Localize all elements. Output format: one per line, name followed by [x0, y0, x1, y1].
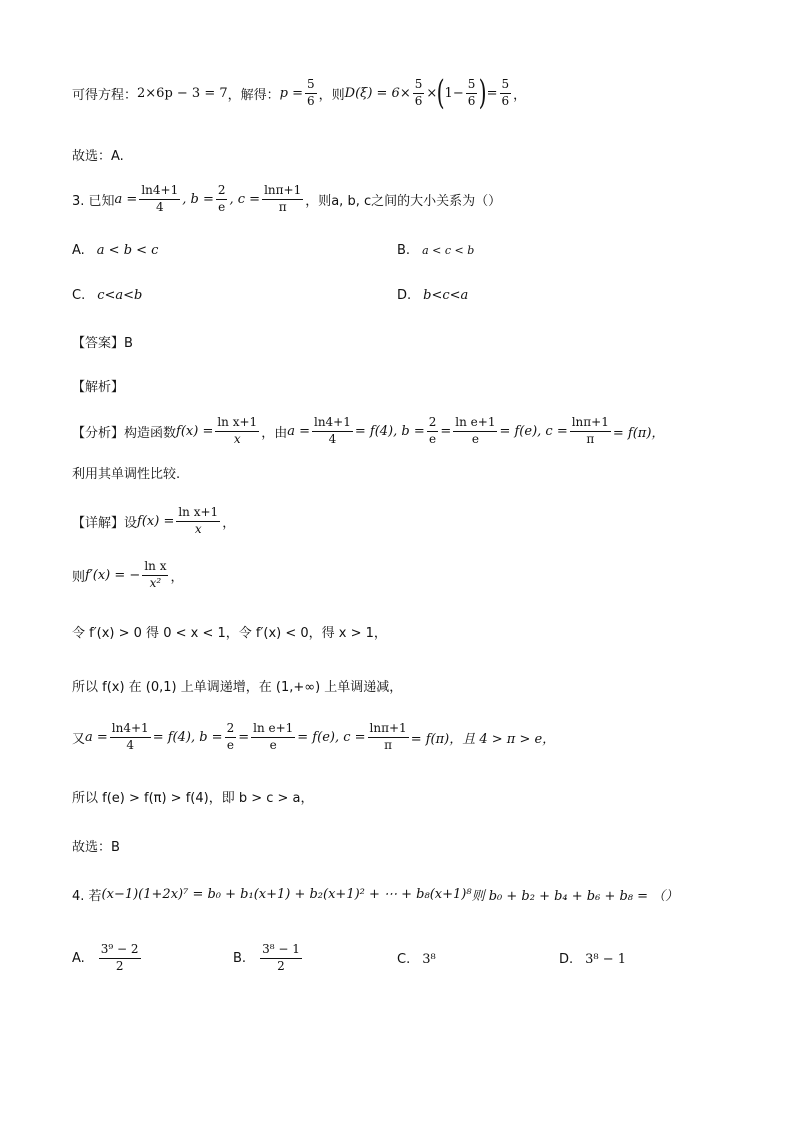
- option-d[interactable]: D. 3⁸ − 1: [559, 952, 627, 967]
- detail-line: 【详解】 设 f(x) = $\frac{\text{ln x+1}}{x}$ ，: [72, 505, 236, 536]
- fraction: $\frac{\text{ln e+1}}{e}$: [455, 415, 496, 446]
- sign-line: 令 f′(x) > 0 得 0 < x < 1，令 f′(x) < 0，得 x > 1，: [72, 626, 387, 641]
- tag: 【详解】: [72, 515, 125, 531]
- option-c[interactable]: C. 3⁸: [397, 952, 436, 967]
- monotonic-line: 所以 f(x) 在 (0,1) 上单调递增，在 (1,+∞) 上单调递减，: [72, 680, 403, 695]
- fraction: $\frac{\ln\pi+1}{\pi}$: [264, 183, 302, 214]
- question-4: 4. 若 (x−1)(1+2x)⁷ = b₀ + b₁(x+1) + b₂(x+1)² + ⋯ + b₈(x+1)⁸ 则 b₀ + b₂ + b₄ + b₆ + b₈ = （）: [72, 887, 679, 904]
- text: ，则: [318, 87, 345, 103]
- paren-right: ): [479, 72, 487, 113]
- fraction: $\frac{5}{6}$: [307, 77, 315, 108]
- answer-line: 【答案】B: [72, 336, 133, 351]
- option-a[interactable]: A. $\frac{\text{3⁹ − 2}}{2}$: [72, 942, 139, 973]
- fraction: $\frac{\ln\pi+1}{\pi}$: [369, 721, 407, 752]
- conclusion-line: 所以 f(e) > f(π) > f(4)，即 b > c > a，: [72, 791, 314, 806]
- analysis-line-2: 利用其单调性比较.: [72, 467, 181, 482]
- math: p =: [279, 85, 304, 101]
- analysis-line: 【分析】 构造函数 f(x) = $\frac{\text{ln x+1}}{x}$ ，由 a = $\frac{\ln 4+1}{4}$ = f(4), b = $\frac{2}{e}$ = $\frac{\text{ln e+1}}{e}$ = f(e), c = $\frac{\ln\pi+1}{\pi}$ = f(π)，: [72, 415, 665, 446]
- option-c[interactable]: C. c<a<b: [72, 288, 143, 303]
- fraction: $\frac{\ln 4+1}{4}$: [313, 415, 351, 446]
- question-label: 4. 若: [72, 889, 102, 904]
- choice-line: 故选：A.: [72, 149, 124, 164]
- fraction: $\frac{\text{3⁸ − 1}}{2}$: [262, 942, 300, 973]
- derivative-line: 则 f′(x) = − $\frac{\text{ln x}}{\text{x²}}$ ，: [72, 559, 184, 590]
- text: ，则a, b, c之间的大小关系为（）: [305, 193, 502, 209]
- math: =: [486, 85, 498, 101]
- equation-line: [72, 72, 527, 113]
- fraction: $\frac{2}{e}$: [217, 183, 226, 214]
- choice-line-b: 故选：B: [72, 840, 120, 855]
- paren-left: (: [436, 72, 445, 113]
- option-d[interactable]: D. b<c<a: [397, 288, 469, 303]
- fraction: $\frac{\text{ln x+1}}{x}$: [217, 415, 258, 446]
- math: 2×6p − 3 = 7: [137, 85, 228, 101]
- fraction: $\frac{\ln 4+1}{4}$: [141, 183, 179, 214]
- fraction: $\frac{5}{6}$: [414, 77, 423, 108]
- option-a[interactable]: A. a < b < c: [72, 243, 159, 258]
- comparison-line: 又 a = $\frac{\ln 4+1}{4}$ = f(4), b = $\frac{2}{e}$ = $\frac{\text{ln e+1}}{e}$ = f(e), c = $\frac{\ln\pi+1}{\pi}$ = f(π)，且 4 > π > e，: [72, 721, 556, 752]
- math: D(ξ) = 6×: [344, 85, 411, 101]
- fraction: $\frac{\ln 4+1}{4}$: [111, 721, 149, 752]
- fraction: $\frac{\ln\pi+1}{\pi}$: [571, 415, 609, 446]
- analysis-heading: 【解析】: [72, 380, 125, 395]
- fraction: $\frac{\text{ln x}}{\text{x²}}$: [144, 559, 167, 590]
- math: , c =: [229, 191, 261, 207]
- math: ×: [426, 85, 438, 101]
- fraction: $\frac{5}{6}$: [501, 77, 510, 108]
- fraction: $\frac{2}{e}$: [226, 721, 235, 752]
- fraction: $\frac{2}{e}$: [428, 415, 437, 446]
- question-3: [72, 184, 501, 215]
- text: ，: [513, 87, 527, 103]
- fraction: $\frac{\text{ln e+1}}{e}$: [253, 721, 294, 752]
- fraction: $\frac{\text{3⁹ − 2}}{2}$: [100, 942, 139, 973]
- math: , b =: [182, 191, 214, 207]
- option-b[interactable]: B. a < c < b: [397, 243, 475, 258]
- math: a =: [114, 191, 138, 207]
- fraction: $\frac{5}{6}$: [467, 77, 476, 108]
- question-label: 3. 已知: [72, 193, 115, 209]
- text: ，解得：: [227, 87, 280, 103]
- text: 可得方程：: [72, 87, 138, 103]
- math: 1−: [444, 85, 464, 101]
- option-b[interactable]: B. $\frac{\text{3⁸ − 1}}{2}$: [233, 942, 300, 973]
- fraction: $\frac{\text{ln x+1}}{x}$: [178, 505, 219, 536]
- tag: 【分析】: [72, 425, 125, 441]
